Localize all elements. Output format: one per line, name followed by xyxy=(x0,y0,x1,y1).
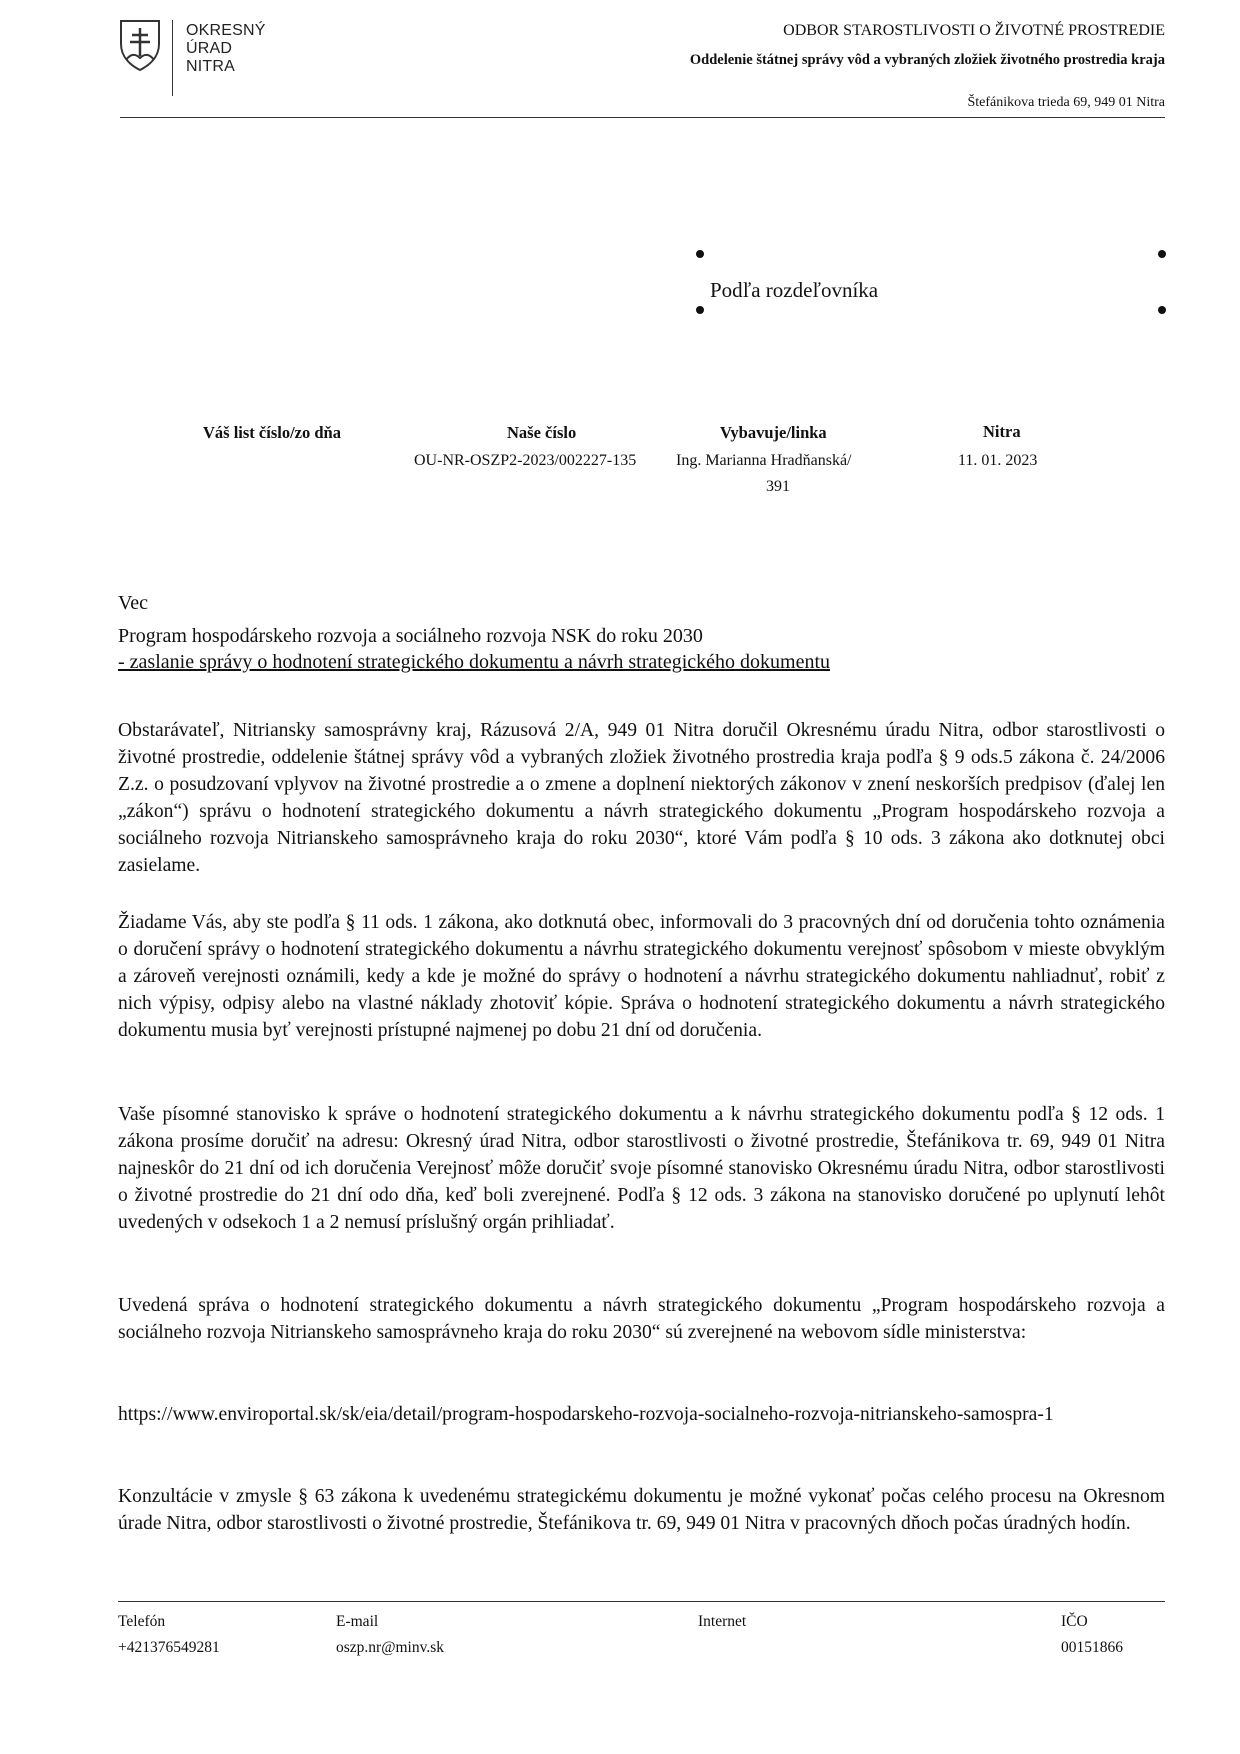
corner-mark xyxy=(696,250,704,258)
header-divider xyxy=(120,117,1165,118)
section-name: Oddelenie štátnej správy vôd a vybraných zložiek životného prostredia kraja xyxy=(689,52,1165,68)
paragraph-4: Uvedená správa o hodnotení strategického dokumentu a návrh strategického dokumentu „Program hospodárskeho rozvoja a sociálneho rozvoja Nitrianskeho samosprávneho kraja do roku 2030“ sú zverejnené na webovom sídle ministerstva: xyxy=(118,1295,1165,1343)
email-value[interactable]: oszp.nr@minv.sk xyxy=(336,1639,444,1656)
recipient: Podľa rozdeľovníka xyxy=(710,278,879,302)
corner-mark xyxy=(1158,306,1166,314)
subject-subtitle: - zaslanie správy o hodnotení strategického dokumentu a návrh strategického dokumentu xyxy=(118,651,831,673)
department-name: ODBOR STAROSTLIVOSTI O ŽIVOTNÉ PROSTREDIE xyxy=(783,22,1165,39)
date-value: 11. 01. 2023 xyxy=(958,452,1038,469)
shield-icon xyxy=(118,18,162,72)
our-number-value: OU-NR-OSZP2-2023/002227-135 xyxy=(414,452,637,469)
our-number-label: Naše číslo xyxy=(507,423,577,442)
your-letter-label: Váš list číslo/zo dňa xyxy=(203,423,341,442)
subject-label: Vec xyxy=(118,592,148,614)
handled-by-extension: 391 xyxy=(766,478,790,495)
footer-divider xyxy=(118,1601,1165,1602)
ico-label: IČO xyxy=(1061,1613,1088,1630)
phone-label: Telefón xyxy=(118,1613,166,1630)
place-label: Nitra xyxy=(983,422,1021,441)
handled-by-label: Vybavuje/linka xyxy=(720,423,827,442)
paragraph-1: Obstarávateľ, Nitriansky samosprávny kraj, Rázusová 2/A, 949 01 Nitra doručil Okresnému úradu Nitra, odbor starostlivosti o životné prostredie, oddelenie štátnej správy vôd a vybraných zložiek životného prostredia kraja podľa § 9 ods.5 zákona č. 24/2006 Z.z. o posudzovaní vplyvov na životné prostredie a o zmene a doplnení niektorých zákonov v znení neskorších predpisov (ďalej len „zákon“) správu o hodnotení strategického dokumentu a návrh strategického dokumentu „Program hospodárskeho rozvoja a sociálneho rozvoja Nitrianskeho samosprávneho kraja do roku 2030“, ktoré Vám podľa § 10 ods. 3 zákona ako dotknutej obci zasielame. xyxy=(118,720,1165,876)
phone-value: +421376549281 xyxy=(118,1639,220,1656)
office-address: Štefánikova trieda 69, 949 01 Nitra xyxy=(967,95,1165,110)
ico-value: 00151866 xyxy=(1061,1639,1123,1656)
paragraph-5: Konzultácie v zmysle § 63 zákona k uvedenému strategickému dokumentu je možné vykonať počas celého procesu na Okresnom úrade Nitra, odbor starostlivosti o životné prostredie, Štefánikova tr. 69, 949 01 Nitra v pracovných dňoch počas úradných hodín. xyxy=(118,1486,1165,1534)
handled-by-value: Ing. Marianna Hradňanská/ xyxy=(676,452,852,469)
paragraph-2: Žiadame Vás, aby ste podľa § 11 ods. 1 zákona, ako dotknutá obec, informovali do 3 pracovných dní od doručenia tohto oznámenia o doručení správy o hodnotení strategického dokumentu a návrhu strategického dokumentu verejnosť spôsobom v mieste obvyklým a zároveň verejnosti oznámili, kedy a kde je možné do správy o hodnotení a návrhu strategického dokumentu nahliadnuť, robiť z nich výpisy, odpisy alebo na vlastné náklady zhotoviť kópie. Správa o hodnotení strategického dokumentu a návrh strategického dokumentu musia byť verejnosti prístupné najmenej po dobu 21 dní od doručenia. xyxy=(118,912,1165,1041)
logo-divider xyxy=(172,20,173,96)
organization-name: OKRESNÝ ÚRAD NITRA xyxy=(186,22,266,75)
internet-label: Internet xyxy=(698,1613,747,1630)
email-label: E-mail xyxy=(336,1613,379,1630)
corner-mark xyxy=(696,306,704,314)
corner-mark xyxy=(1158,250,1166,258)
subject-title: Program hospodárskeho rozvoja a sociálneho rozvoja NSK do roku 2030 xyxy=(118,625,703,647)
enviroportal-link[interactable]: https://www.enviroportal.sk/sk/eia/detail/program-hospodarskeho-rozvoja-socialneho-rozvoja-nitrianskeho-samospra-1 xyxy=(118,1404,1054,1425)
paragraph-3: Vaše písomné stanovisko k správe o hodnotení strategického dokumentu a k návrhu strategického dokumentu podľa § 12 ods. 1 zákona prosíme doručiť na adresu: Okresný úrad Nitra, odbor starostlivosti o životné prostredie, Štefánikova tr. 69, 949 01 Nitra najneskôr do 21 dní od ich doručenia Verejnosť môže doručiť svoje písomné stanovisko Okresnému úradu Nitra, odbor starostlivosti o životné prostredie do 21 dní odo dňa, keď boli zverejnené. Podľa § 12 ods. 3 zákona na stanovisko doručené po uplynutí lehôt uvedených v odsekoch 1 a 2 nemusí príslušný orgán prihliadať. xyxy=(118,1104,1165,1233)
